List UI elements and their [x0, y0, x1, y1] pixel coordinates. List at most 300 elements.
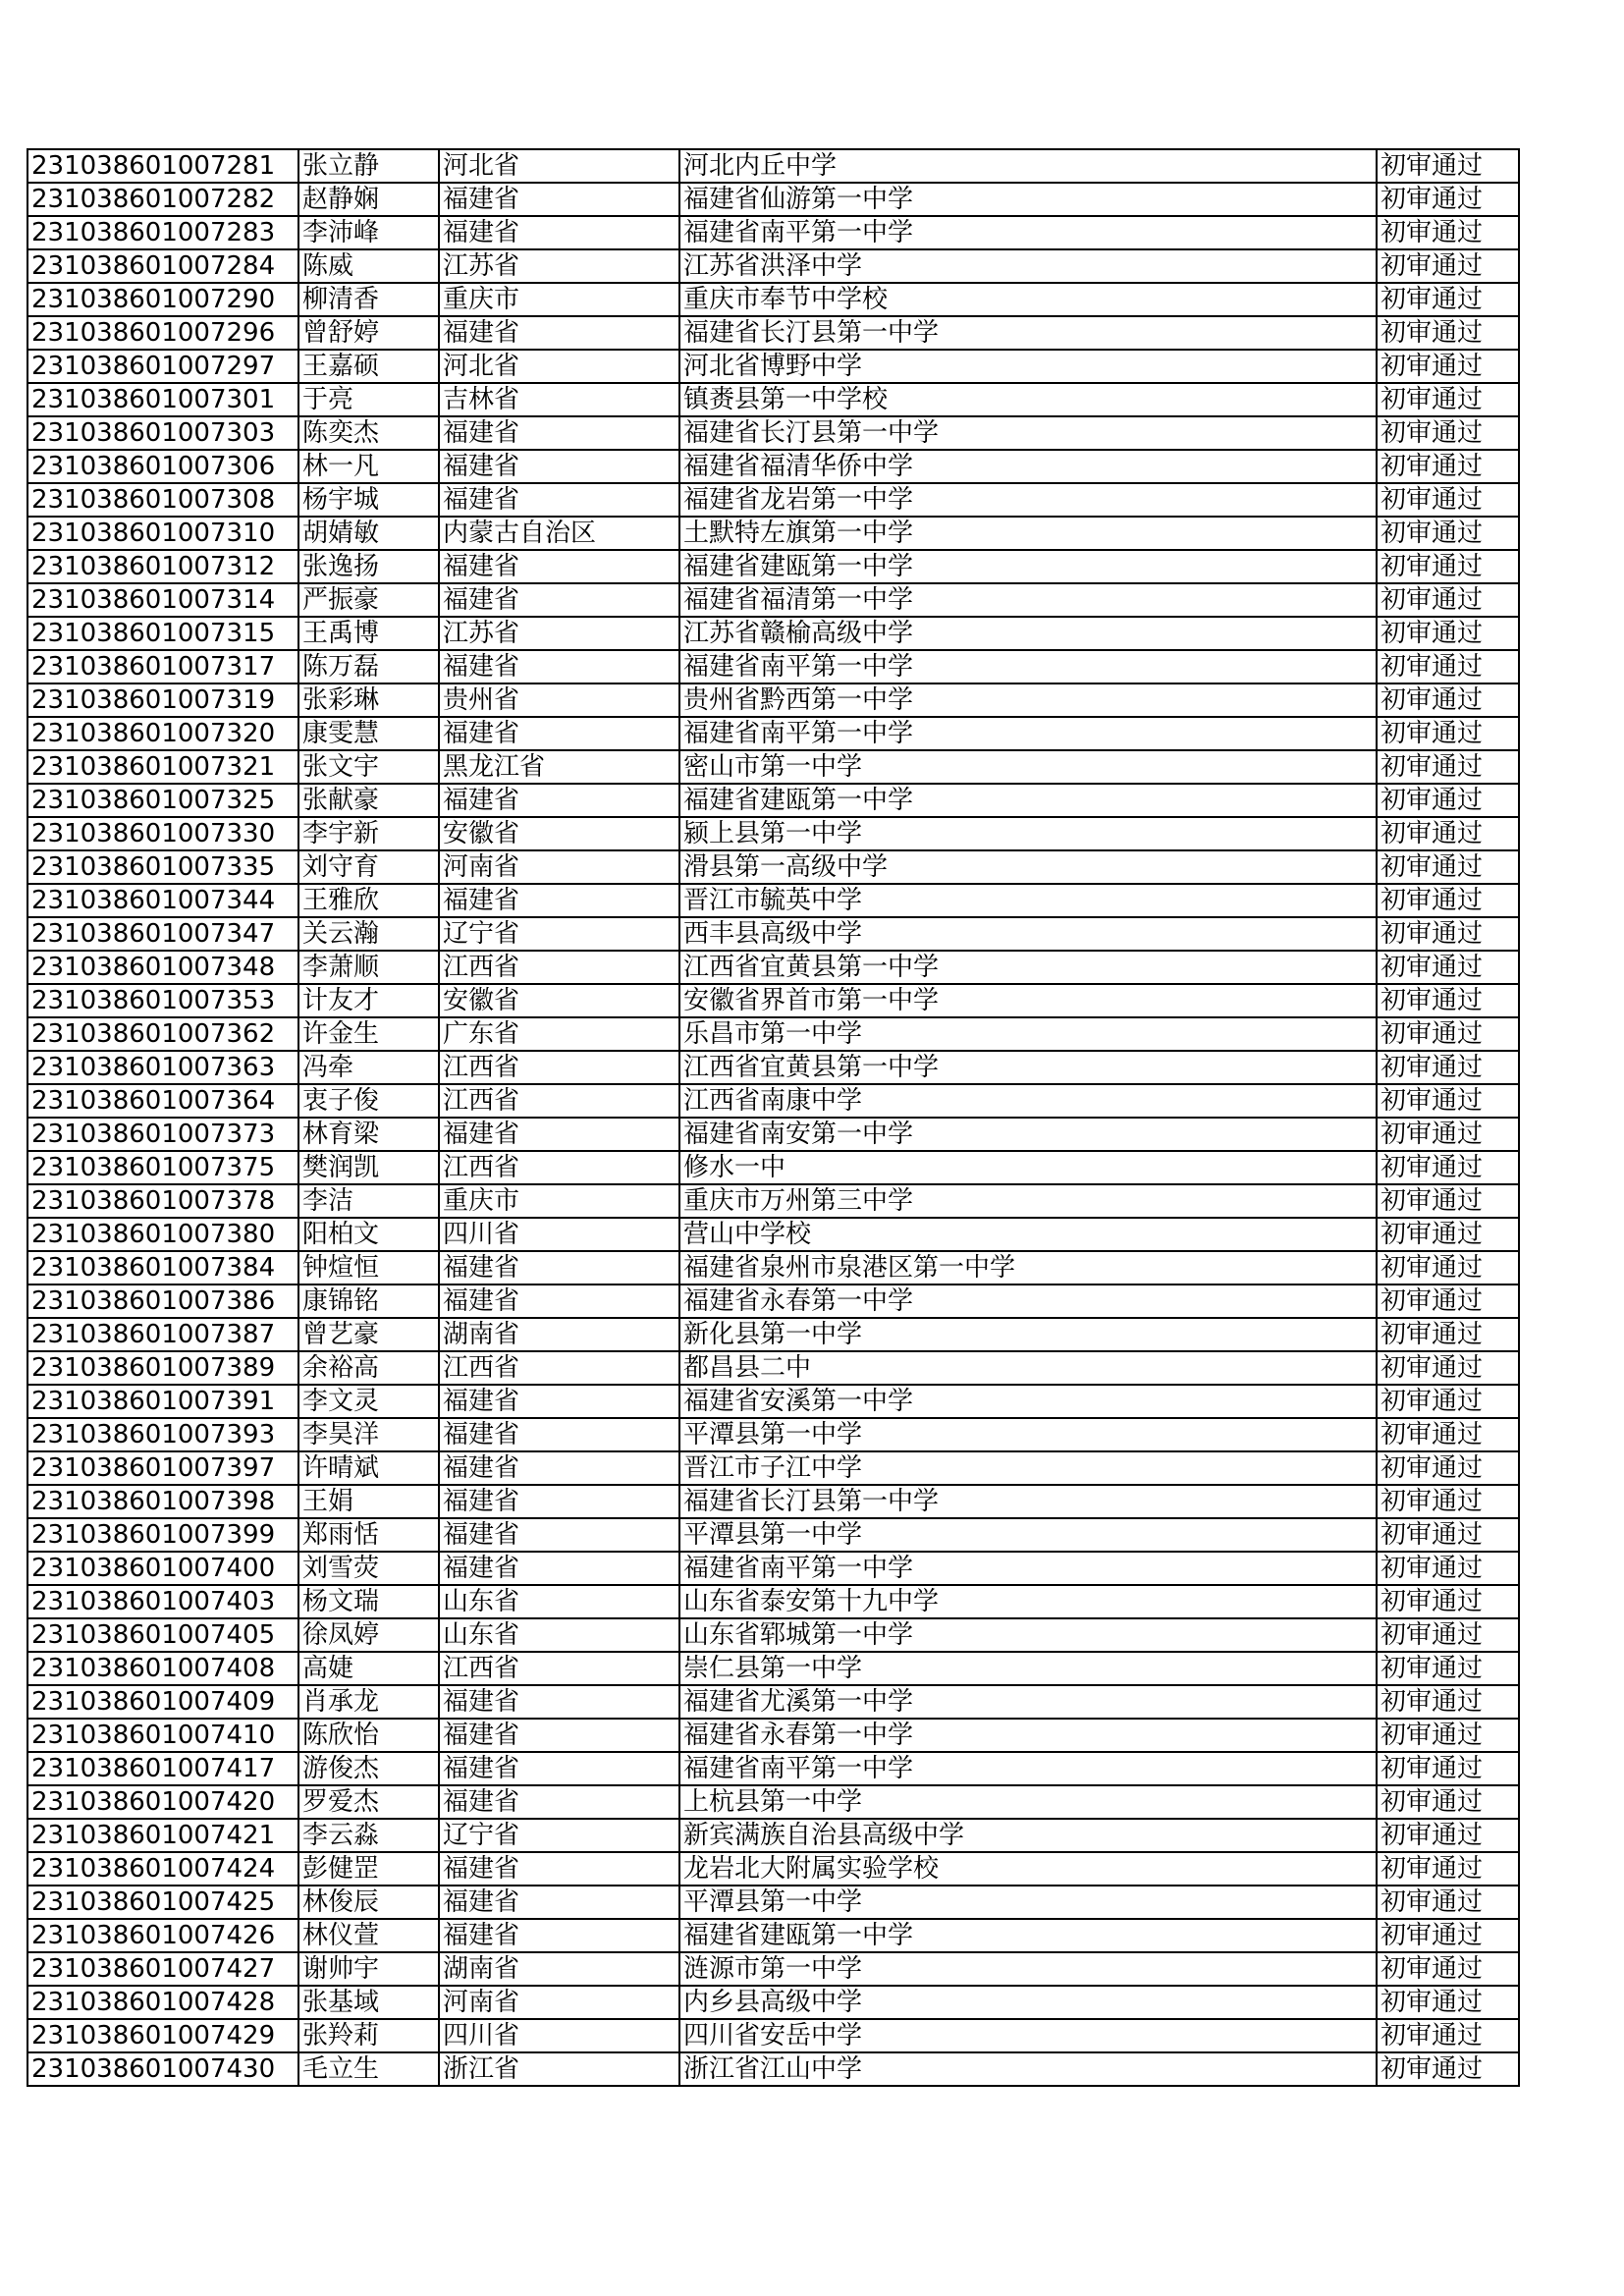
- table-row: [27, 350, 1519, 383]
- cell-province: 河南省: [439, 1986, 679, 2019]
- cell-province: 福建省: [439, 650, 679, 683]
- table-row: [27, 1752, 1519, 1785]
- cell-exam-id: 231038601007405: [27, 1618, 298, 1652]
- cell-name: 柳清香: [298, 283, 439, 316]
- cell-province: 辽宁省: [439, 1819, 679, 1852]
- cell-name: 曾艺豪: [298, 1318, 439, 1351]
- cell-school: 福建省长汀县第一中学: [679, 1485, 1377, 1518]
- cell-status: 初审通过: [1377, 1518, 1519, 1552]
- cell-province: 湖南省: [439, 1318, 679, 1351]
- cell-name: 游俊杰: [298, 1752, 439, 1785]
- table-row: [27, 1485, 1519, 1518]
- cell-name: 杨宇城: [298, 483, 439, 517]
- cell-status: 初审通过: [1377, 650, 1519, 683]
- cell-exam-id: 231038601007290: [27, 283, 298, 316]
- table-row: [27, 1552, 1519, 1585]
- cell-status: 初审通过: [1377, 2019, 1519, 2052]
- cell-exam-id: 231038601007321: [27, 750, 298, 784]
- cell-school: 福建省尤溪第一中学: [679, 1685, 1377, 1719]
- table-row: [27, 884, 1519, 917]
- table-row: [27, 617, 1519, 650]
- table-row: [27, 1952, 1519, 1986]
- cell-school: 福建省南平第一中学: [679, 717, 1377, 750]
- cell-status: 初审通过: [1377, 416, 1519, 450]
- cell-name: 李宇新: [298, 817, 439, 850]
- table-row: [27, 1118, 1519, 1151]
- cell-province: 福建省: [439, 483, 679, 517]
- table-row: [27, 416, 1519, 450]
- cell-name: 刘雪荧: [298, 1552, 439, 1585]
- cell-province: 河北省: [439, 149, 679, 183]
- cell-school: 营山中学校: [679, 1218, 1377, 1251]
- table-row: [27, 483, 1519, 517]
- table-row: [27, 1919, 1519, 1952]
- table-row: [27, 316, 1519, 350]
- cell-name: 王娟: [298, 1485, 439, 1518]
- table-row: [27, 1351, 1519, 1385]
- cell-status: 初审通过: [1377, 1952, 1519, 1986]
- cell-status: 初审通过: [1377, 1785, 1519, 1819]
- cell-school: 江苏省赣榆高级中学: [679, 617, 1377, 650]
- cell-province: 湖南省: [439, 1952, 679, 1986]
- cell-status: 初审通过: [1377, 1719, 1519, 1752]
- cell-school: 内乡县高级中学: [679, 1986, 1377, 2019]
- cell-province: 浙江省: [439, 2052, 679, 2086]
- cell-exam-id: 231038601007420: [27, 1785, 298, 1819]
- cell-school: 涟源市第一中学: [679, 1952, 1377, 1986]
- cell-province: 福建省: [439, 1251, 679, 1285]
- cell-name: 张逸扬: [298, 550, 439, 583]
- cell-province: 山东省: [439, 1618, 679, 1652]
- table-row: [27, 1852, 1519, 1886]
- cell-school: 福建省建瓯第一中学: [679, 550, 1377, 583]
- cell-status: 初审通过: [1377, 1285, 1519, 1318]
- cell-status: 初审通过: [1377, 1919, 1519, 1952]
- cell-school: 平潭县第一中学: [679, 1886, 1377, 1919]
- cell-province: 福建省: [439, 784, 679, 817]
- cell-name: 刘守育: [298, 850, 439, 884]
- cell-name: 王雅欣: [298, 884, 439, 917]
- cell-school: 土默特左旗第一中学: [679, 517, 1377, 550]
- cell-status: 初审通过: [1377, 1986, 1519, 2019]
- table-row: [27, 450, 1519, 483]
- cell-status: 初审通过: [1377, 583, 1519, 617]
- table-row: [27, 1585, 1519, 1618]
- cell-name: 冯牵: [298, 1051, 439, 1084]
- cell-name: 曾舒婷: [298, 316, 439, 350]
- cell-province: 江西省: [439, 1051, 679, 1084]
- cell-exam-id: 231038601007310: [27, 517, 298, 550]
- cell-name: 杨文瑞: [298, 1585, 439, 1618]
- cell-status: 初审通过: [1377, 1485, 1519, 1518]
- cell-name: 陈威: [298, 249, 439, 283]
- cell-exam-id: 231038601007425: [27, 1886, 298, 1919]
- cell-province: 福建省: [439, 450, 679, 483]
- cell-exam-id: 231038601007410: [27, 1719, 298, 1752]
- cell-name: 许晴斌: [298, 1451, 439, 1485]
- cell-name: 张基域: [298, 1986, 439, 2019]
- table-row: [27, 1418, 1519, 1451]
- cell-name: 高婕: [298, 1652, 439, 1685]
- table-row: [27, 1285, 1519, 1318]
- cell-school: 安徽省界首市第一中学: [679, 984, 1377, 1017]
- cell-province: 江苏省: [439, 617, 679, 650]
- cell-school: 重庆市奉节中学校: [679, 283, 1377, 316]
- cell-status: 初审通过: [1377, 216, 1519, 249]
- cell-province: 福建省: [439, 1518, 679, 1552]
- cell-name: 许金生: [298, 1017, 439, 1051]
- cell-status: 初审通过: [1377, 984, 1519, 1017]
- cell-exam-id: 231038601007353: [27, 984, 298, 1017]
- cell-exam-id: 231038601007315: [27, 617, 298, 650]
- table-row: [27, 1986, 1519, 2019]
- cell-school: 乐昌市第一中学: [679, 1017, 1377, 1051]
- cell-exam-id: 231038601007389: [27, 1351, 298, 1385]
- cell-school: 浙江省江山中学: [679, 2052, 1377, 2086]
- cell-name: 彭健罡: [298, 1852, 439, 1886]
- cell-province: 福建省: [439, 1752, 679, 1785]
- cell-status: 初审通过: [1377, 249, 1519, 283]
- cell-name: 林一凡: [298, 450, 439, 483]
- table-row: [27, 1251, 1519, 1285]
- cell-name: 李云淼: [298, 1819, 439, 1852]
- cell-status: 初审通过: [1377, 1752, 1519, 1785]
- cell-exam-id: 231038601007317: [27, 650, 298, 683]
- cell-exam-id: 231038601007301: [27, 383, 298, 416]
- cell-name: 谢帅宇: [298, 1952, 439, 1986]
- cell-school: 江西省宜黄县第一中学: [679, 951, 1377, 984]
- cell-province: 福建省: [439, 1719, 679, 1752]
- cell-name: 赵静娴: [298, 183, 439, 216]
- cell-school: 龙岩北大附属实验学校: [679, 1852, 1377, 1886]
- table-row: [27, 1084, 1519, 1118]
- cell-school: 平潭县第一中学: [679, 1418, 1377, 1451]
- cell-name: 李萧顺: [298, 951, 439, 984]
- cell-school: 福建省福清华侨中学: [679, 450, 1377, 483]
- cell-name: 康雯慧: [298, 717, 439, 750]
- cell-status: 初审通过: [1377, 2052, 1519, 2086]
- cell-name: 李文灵: [298, 1385, 439, 1418]
- table-row: [27, 750, 1519, 784]
- cell-school: 江西省南康中学: [679, 1084, 1377, 1118]
- cell-school: 江西省宜黄县第一中学: [679, 1051, 1377, 1084]
- cell-province: 福建省: [439, 1118, 679, 1151]
- cell-status: 初审通过: [1377, 383, 1519, 416]
- cell-province: 福建省: [439, 717, 679, 750]
- cell-name: 胡婧敏: [298, 517, 439, 550]
- cell-status: 初审通过: [1377, 350, 1519, 383]
- cell-status: 初审通过: [1377, 1552, 1519, 1585]
- cell-name: 林俊辰: [298, 1886, 439, 1919]
- cell-status: 初审通过: [1377, 884, 1519, 917]
- cell-name: 张文宇: [298, 750, 439, 784]
- cell-province: 福建省: [439, 1685, 679, 1719]
- cell-exam-id: 231038601007296: [27, 316, 298, 350]
- cell-school: 福建省永春第一中学: [679, 1285, 1377, 1318]
- cell-status: 初审通过: [1377, 1017, 1519, 1051]
- table-row: [27, 2019, 1519, 2052]
- cell-exam-id: 231038601007378: [27, 1184, 298, 1218]
- cell-status: 初审通过: [1377, 1418, 1519, 1451]
- cell-exam-id: 231038601007373: [27, 1118, 298, 1151]
- cell-status: 初审通过: [1377, 1618, 1519, 1652]
- cell-status: 初审通过: [1377, 1886, 1519, 1919]
- cell-province: 福建省: [439, 550, 679, 583]
- table-row: [27, 183, 1519, 216]
- cell-province: 内蒙古自治区: [439, 517, 679, 550]
- cell-school: 都昌县二中: [679, 1351, 1377, 1385]
- table-row: [27, 650, 1519, 683]
- cell-province: 福建省: [439, 1785, 679, 1819]
- cell-name: 肖承龙: [298, 1685, 439, 1719]
- cell-province: 江苏省: [439, 249, 679, 283]
- cell-school: 福建省泉州市泉港区第一中学: [679, 1251, 1377, 1285]
- cell-province: 福建省: [439, 884, 679, 917]
- cell-exam-id: 231038601007306: [27, 450, 298, 483]
- cell-exam-id: 231038601007308: [27, 483, 298, 517]
- cell-exam-id: 231038601007403: [27, 1585, 298, 1618]
- table-row: [27, 1652, 1519, 1685]
- cell-name: 毛立生: [298, 2052, 439, 2086]
- cell-exam-id: 231038601007400: [27, 1552, 298, 1585]
- table-row: [27, 517, 1519, 550]
- cell-status: 初审通过: [1377, 1151, 1519, 1184]
- cell-exam-id: 231038601007384: [27, 1251, 298, 1285]
- cell-status: 初审通过: [1377, 1051, 1519, 1084]
- cell-name: 陈万磊: [298, 650, 439, 683]
- cell-exam-id: 231038601007347: [27, 917, 298, 951]
- table-row: [27, 249, 1519, 283]
- cell-exam-id: 231038601007320: [27, 717, 298, 750]
- cell-exam-id: 231038601007393: [27, 1418, 298, 1451]
- cell-exam-id: 231038601007380: [27, 1218, 298, 1251]
- cell-province: 福建省: [439, 1886, 679, 1919]
- cell-name: 钟煊恒: [298, 1251, 439, 1285]
- cell-status: 初审通过: [1377, 283, 1519, 316]
- cell-name: 樊润凯: [298, 1151, 439, 1184]
- cell-province: 贵州省: [439, 683, 679, 717]
- cell-status: 初审通过: [1377, 1118, 1519, 1151]
- cell-province: 福建省: [439, 183, 679, 216]
- table-row: [27, 984, 1519, 1017]
- cell-exam-id: 231038601007409: [27, 1685, 298, 1719]
- cell-status: 初审通过: [1377, 750, 1519, 784]
- cell-status: 初审通过: [1377, 617, 1519, 650]
- cell-school: 西丰县高级中学: [679, 917, 1377, 951]
- cell-status: 初审通过: [1377, 1585, 1519, 1618]
- cell-exam-id: 231038601007426: [27, 1919, 298, 1952]
- cell-status: 初审通过: [1377, 149, 1519, 183]
- cell-school: 福建省永春第一中学: [679, 1719, 1377, 1752]
- cell-exam-id: 231038601007284: [27, 249, 298, 283]
- table-row: [27, 550, 1519, 583]
- cell-school: 福建省福清第一中学: [679, 583, 1377, 617]
- cell-school: 河北内丘中学: [679, 149, 1377, 183]
- cell-status: 初审通过: [1377, 1251, 1519, 1285]
- cell-status: 初审通过: [1377, 450, 1519, 483]
- cell-school: 晋江市子江中学: [679, 1451, 1377, 1485]
- cell-school: 福建省南平第一中学: [679, 1552, 1377, 1585]
- cell-province: 江西省: [439, 1351, 679, 1385]
- table-row: [27, 216, 1519, 249]
- cell-exam-id: 231038601007399: [27, 1518, 298, 1552]
- table-row: [27, 1184, 1519, 1218]
- table-row: [27, 917, 1519, 951]
- table-row: [27, 850, 1519, 884]
- cell-exam-id: 231038601007335: [27, 850, 298, 884]
- cell-status: 初审通过: [1377, 1084, 1519, 1118]
- cell-school: 河北省博野中学: [679, 350, 1377, 383]
- table-row: [27, 1218, 1519, 1251]
- cell-status: 初审通过: [1377, 483, 1519, 517]
- cell-exam-id: 231038601007363: [27, 1051, 298, 1084]
- cell-name: 郑雨恬: [298, 1518, 439, 1552]
- cell-school: 四川省安岳中学: [679, 2019, 1377, 2052]
- cell-status: 初审通过: [1377, 1852, 1519, 1886]
- cell-exam-id: 231038601007344: [27, 884, 298, 917]
- cell-name: 余裕高: [298, 1351, 439, 1385]
- cell-school: 上杭县第一中学: [679, 1785, 1377, 1819]
- cell-name: 林仪萱: [298, 1919, 439, 1952]
- table-row: [27, 1385, 1519, 1418]
- cell-status: 初审通过: [1377, 917, 1519, 951]
- cell-province: 江西省: [439, 1084, 679, 1118]
- cell-province: 福建省: [439, 1451, 679, 1485]
- cell-school: 福建省南平第一中学: [679, 650, 1377, 683]
- cell-school: 崇仁县第一中学: [679, 1652, 1377, 1685]
- cell-exam-id: 231038601007386: [27, 1285, 298, 1318]
- cell-name: 徐凤婷: [298, 1618, 439, 1652]
- cell-province: 安徽省: [439, 984, 679, 1017]
- cell-province: 福建省: [439, 1552, 679, 1585]
- cell-exam-id: 231038601007387: [27, 1318, 298, 1351]
- table-row: [27, 683, 1519, 717]
- table-row: [27, 817, 1519, 850]
- cell-school: 福建省仙游第一中学: [679, 183, 1377, 216]
- cell-school: 福建省南平第一中学: [679, 216, 1377, 249]
- cell-status: 初审通过: [1377, 1351, 1519, 1385]
- cell-exam-id: 231038601007417: [27, 1752, 298, 1785]
- cell-name: 王禹博: [298, 617, 439, 650]
- cell-school: 新化县第一中学: [679, 1318, 1377, 1351]
- cell-exam-id: 231038601007281: [27, 149, 298, 183]
- cell-name: 张立静: [298, 149, 439, 183]
- cell-school: 晋江市毓英中学: [679, 884, 1377, 917]
- cell-province: 安徽省: [439, 817, 679, 850]
- cell-school: 福建省建瓯第一中学: [679, 784, 1377, 817]
- cell-exam-id: 231038601007348: [27, 951, 298, 984]
- cell-province: 黑龙江省: [439, 750, 679, 784]
- cell-province: 福建省: [439, 216, 679, 249]
- table-row: [27, 2052, 1519, 2086]
- table-row: [27, 1618, 1519, 1652]
- cell-status: 初审通过: [1377, 683, 1519, 717]
- cell-status: 初审通过: [1377, 517, 1519, 550]
- cell-exam-id: 231038601007283: [27, 216, 298, 249]
- cell-province: 广东省: [439, 1017, 679, 1051]
- cell-school: 重庆市万州第三中学: [679, 1184, 1377, 1218]
- cell-status: 初审通过: [1377, 1652, 1519, 1685]
- cell-province: 福建省: [439, 1852, 679, 1886]
- cell-exam-id: 231038601007398: [27, 1485, 298, 1518]
- table-row: [27, 383, 1519, 416]
- cell-province: 四川省: [439, 1218, 679, 1251]
- cell-school: 山东省郓城第一中学: [679, 1618, 1377, 1652]
- cell-province: 江西省: [439, 1151, 679, 1184]
- table-row: [27, 784, 1519, 817]
- table-row: [27, 1886, 1519, 1919]
- cell-name: 王嘉硕: [298, 350, 439, 383]
- table-row: [27, 1051, 1519, 1084]
- cell-name: 严振豪: [298, 583, 439, 617]
- cell-status: 初审通过: [1377, 817, 1519, 850]
- cell-exam-id: 231038601007330: [27, 817, 298, 850]
- cell-school: 贵州省黔西第一中学: [679, 683, 1377, 717]
- cell-name: 林育梁: [298, 1118, 439, 1151]
- cell-exam-id: 231038601007429: [27, 2019, 298, 2052]
- cell-school: 福建省南平第一中学: [679, 1752, 1377, 1785]
- cell-exam-id: 231038601007391: [27, 1385, 298, 1418]
- cell-school: 颍上县第一中学: [679, 817, 1377, 850]
- cell-school: 山东省泰安第十九中学: [679, 1585, 1377, 1618]
- cell-exam-id: 231038601007430: [27, 2052, 298, 2086]
- cell-exam-id: 231038601007428: [27, 1986, 298, 2019]
- cell-province: 江西省: [439, 951, 679, 984]
- cell-name: 于亮: [298, 383, 439, 416]
- cell-name: 李昊洋: [298, 1418, 439, 1451]
- cell-province: 福建省: [439, 416, 679, 450]
- cell-name: 计友才: [298, 984, 439, 1017]
- cell-status: 初审通过: [1377, 1318, 1519, 1351]
- cell-exam-id: 231038601007408: [27, 1652, 298, 1685]
- table-row: [27, 283, 1519, 316]
- cell-province: 吉林省: [439, 383, 679, 416]
- cell-exam-id: 231038601007282: [27, 183, 298, 216]
- cell-name: 衷子俊: [298, 1084, 439, 1118]
- cell-status: 初审通过: [1377, 183, 1519, 216]
- roster-body: [27, 149, 1519, 2086]
- cell-school: 修水一中: [679, 1151, 1377, 1184]
- cell-school: 滑县第一高级中学: [679, 850, 1377, 884]
- cell-school: 平潭县第一中学: [679, 1518, 1377, 1552]
- cell-name: 罗爱杰: [298, 1785, 439, 1819]
- cell-province: 福建省: [439, 1418, 679, 1451]
- cell-name: 阳柏文: [298, 1218, 439, 1251]
- cell-province: 辽宁省: [439, 917, 679, 951]
- cell-exam-id: 231038601007421: [27, 1819, 298, 1852]
- cell-school: 福建省建瓯第一中学: [679, 1919, 1377, 1952]
- cell-province: 福建省: [439, 1385, 679, 1418]
- cell-exam-id: 231038601007427: [27, 1952, 298, 1986]
- table-row: [27, 951, 1519, 984]
- cell-school: 福建省龙岩第一中学: [679, 483, 1377, 517]
- cell-exam-id: 231038601007397: [27, 1451, 298, 1485]
- cell-status: 初审通过: [1377, 717, 1519, 750]
- cell-province: 四川省: [439, 2019, 679, 2052]
- cell-name: 张献豪: [298, 784, 439, 817]
- table-row: [27, 1785, 1519, 1819]
- cell-name: 李沛峰: [298, 216, 439, 249]
- cell-school: 福建省安溪第一中学: [679, 1385, 1377, 1418]
- cell-name: 李洁: [298, 1184, 439, 1218]
- table-row: [27, 1318, 1519, 1351]
- cell-name: 张羚莉: [298, 2019, 439, 2052]
- cell-province: 重庆市: [439, 283, 679, 316]
- cell-exam-id: 231038601007424: [27, 1852, 298, 1886]
- cell-exam-id: 231038601007362: [27, 1017, 298, 1051]
- table-row: [27, 1685, 1519, 1719]
- cell-status: 初审通过: [1377, 1385, 1519, 1418]
